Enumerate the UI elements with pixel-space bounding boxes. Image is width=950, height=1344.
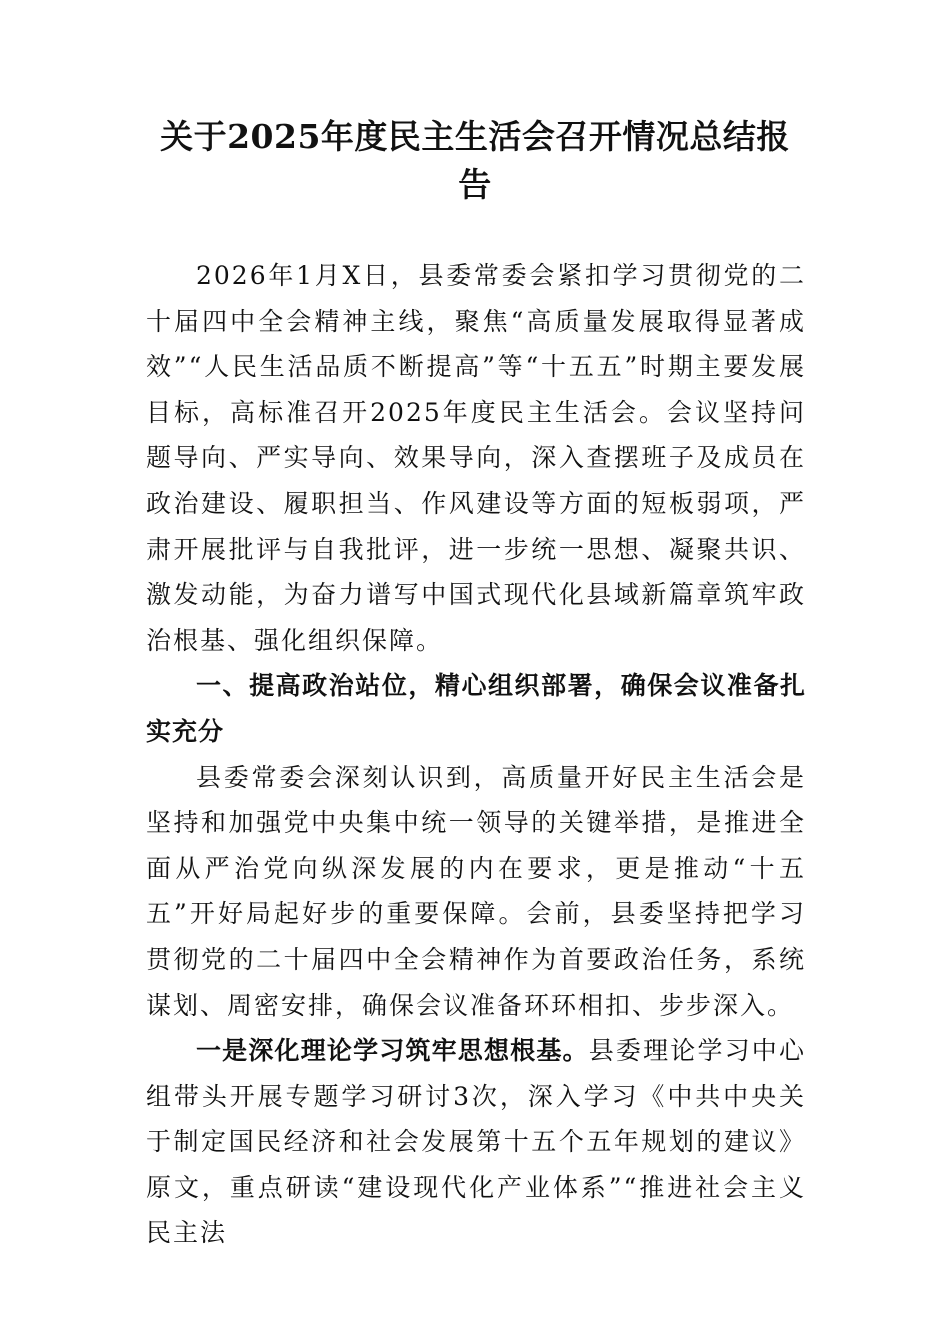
point-1-lead: 一是深化理论学习筑牢思想根基。 — [196, 1036, 589, 1066]
point-1-paragraph — [146, 1028, 806, 1256]
document-body — [146, 253, 806, 1256]
document-title: 关于2025年度民主生活会召开情况总结报告 — [160, 117, 790, 204]
section-1-paragraph: 县委常委会深刻认识到，高质量开好民主生活会是坚持和加强党中央集中统一领导的关键举措，是推进全面从严治党向纵深发展的内在要求，更是推动“十五五”开好局起好步的重要保障。会前，县委坚持把学习贯彻党的二十届四中全会精神作为首要政治任务，系统谋划、周密安排，确保会议准备环环相扣、步步深入。 — [146, 762, 806, 1020]
intro-paragraph: 2026年1月X日，县委常委会紧扣学习贯彻党的二十届四中全会精神主线，聚焦“高质量发展取得显著成效”“人民生活品质不断提高”等“十五五”时期主要发展目标，高标准召开2025年度民主生活会。会议坚持问题导向、严实导向、效果导向，深入查摆班子及成员在政治建设、履职担当、作风建设等方面的短板弱项，严肃开展批评与自我批评，进一步统一思想、凝聚共识、激发动能，为奋力谱写中国式现代化县域新篇章筑牢政治根基、强化组织保障。 — [146, 261, 806, 655]
section-heading-1: 一、提高政治站位，精心组织部署，确保会议准备扎实充分 — [146, 671, 806, 746]
point-1-text: 县委理论学习中心组带头开展专题学习研讨3次，深入学习《中共中央关于制定国民经济和社会发展第十五个五年规划的建议》原文，重点研读“建设现代化产业体系”“推进社会主义民主法 — [146, 1036, 806, 1248]
